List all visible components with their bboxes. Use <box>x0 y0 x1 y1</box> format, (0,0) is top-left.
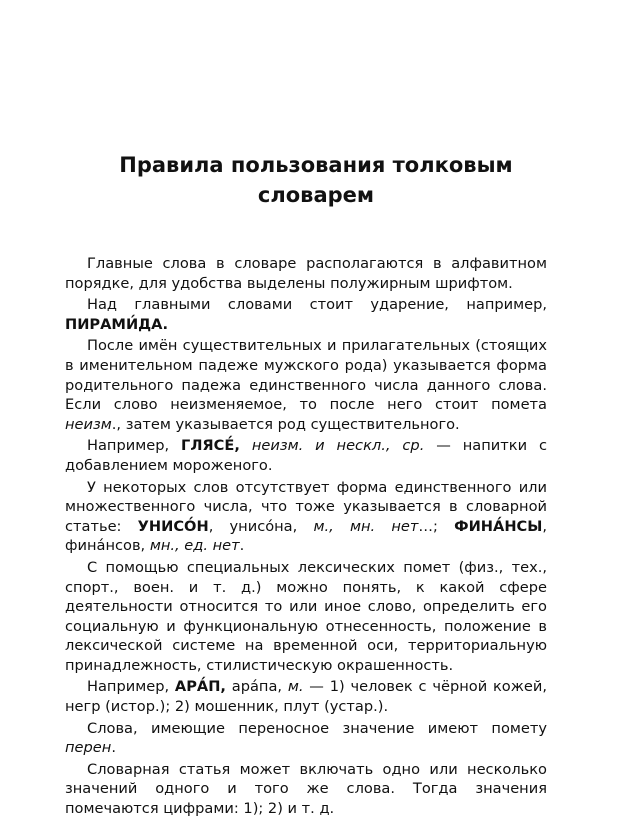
text-run: Например, <box>87 678 175 696</box>
text-run: , фина́нсов, <box>65 517 548 555</box>
grammar-mark: м., мн. нет <box>313 517 419 535</box>
grammar-mark: неизм. и нескл., ср. <box>251 437 425 455</box>
text-run: …; <box>418 517 455 535</box>
paragraph <box>65 295 547 334</box>
headword: ПИРАМИ́ДА. <box>65 315 168 333</box>
text-run: . <box>239 537 245 555</box>
text-run: — 1) человек с чёрной кожей, негр (истор.); 2) мошенник, плут (устар.). <box>65 678 547 716</box>
text-run: С помощью специальных лексических помет (физ., тех., спорт., воен. и т. д.) можно понять, к какой сфере деятельности относится то или иное слово, определить его социальную и функциональную отнесенность, положение в лексической системе на временной оси, территориальную принадлежность, стилистическую окрашенность. <box>65 558 547 674</box>
text-run: После имён существительных и прилагательных (стоящих в именительном падеже мужского рода) указывается форма родительного падежа единственного числа данного слова. Если слово неизменяемое, то после него стоит помета <box>65 337 547 414</box>
title-line-2: словарем <box>257 183 375 207</box>
text-run <box>240 437 252 454</box>
paragraph <box>65 336 547 434</box>
body-text <box>65 254 547 821</box>
text-run: ара́па, <box>225 678 288 696</box>
paragraph <box>65 558 547 676</box>
text-run: . <box>111 739 116 757</box>
text-run: Главные слова в словаре располагаются в алфавитном порядке, для удобства выделены полужирным шрифтом. <box>65 255 547 292</box>
headword: АРА́П, <box>174 678 226 696</box>
headword: ГЛЯСЕ́, <box>181 437 240 455</box>
text-run: ., затем указывается род существительного. <box>111 415 460 433</box>
paragraph <box>65 478 547 556</box>
paragraph <box>65 677 547 716</box>
page-title <box>60 150 572 210</box>
title-line-1: Правила пользования толковым <box>119 153 513 177</box>
paragraph <box>65 436 547 475</box>
headword: ФИНА́НСЫ <box>454 517 543 535</box>
paragraph <box>65 254 547 293</box>
paragraph <box>65 719 547 758</box>
text-run: , унисо́на, <box>208 517 314 535</box>
text-run: У некоторых слов отсутствует форма единственного или множественного числа, что тоже указывается в словарной статье: <box>65 478 547 535</box>
text-run: — напитки с добавлением мороженого. <box>65 437 547 474</box>
grammar-mark: неизм <box>65 415 112 433</box>
text-run: Слова, имеющие переносное значение имеют помету <box>87 719 547 737</box>
paragraph <box>65 760 547 819</box>
grammar-mark: мн., ед. нет <box>149 537 240 555</box>
grammar-mark: м. <box>287 678 304 696</box>
text-run: Например, <box>87 437 182 455</box>
text-run: Словарная статья может включать одно или несколько значений одного и того же слова. Тогда значения помечаются цифрами: 1); 2) и т. д. <box>65 760 547 818</box>
headword: УНИСО́Н <box>137 517 209 535</box>
text-run: Над главными словами стоит ударение, например, <box>87 296 547 314</box>
grammar-mark: перен <box>65 739 112 757</box>
